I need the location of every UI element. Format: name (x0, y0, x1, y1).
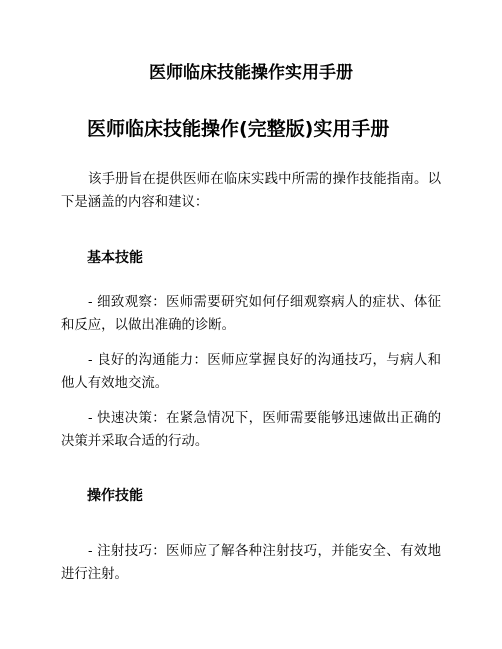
list-item: - 细致观察：医师需要研究如何仔细观察病人的症状、体征和反应，以做出准确的诊断。 (61, 295, 441, 333)
document-title: 医师临床技能操作实用手册 (149, 63, 353, 83)
section-heading-operation-skills: 操作技能 (87, 488, 143, 504)
intro-paragraph: 该手册旨在提供医师在临床实践中所需的操作技能指南。以下是涵盖的内容和建议： (61, 172, 441, 210)
list-item: - 快速决策：在紧急情况下，医师需要能够迅速做出正确的决策并采取合适的行动。 (61, 411, 441, 449)
document-subtitle: 医师临床技能操作(完整版)实用手册 (87, 118, 390, 140)
section-heading-basic-skills: 基本技能 (87, 250, 143, 266)
list-item: - 良好的沟通能力：医师应掌握良好的沟通技巧，与病人和他人有效地交流。 (61, 353, 441, 391)
list-item: - 注射技巧：医师应了解各种注射技巧，并能安全、有效地进行注射。 (61, 544, 441, 582)
